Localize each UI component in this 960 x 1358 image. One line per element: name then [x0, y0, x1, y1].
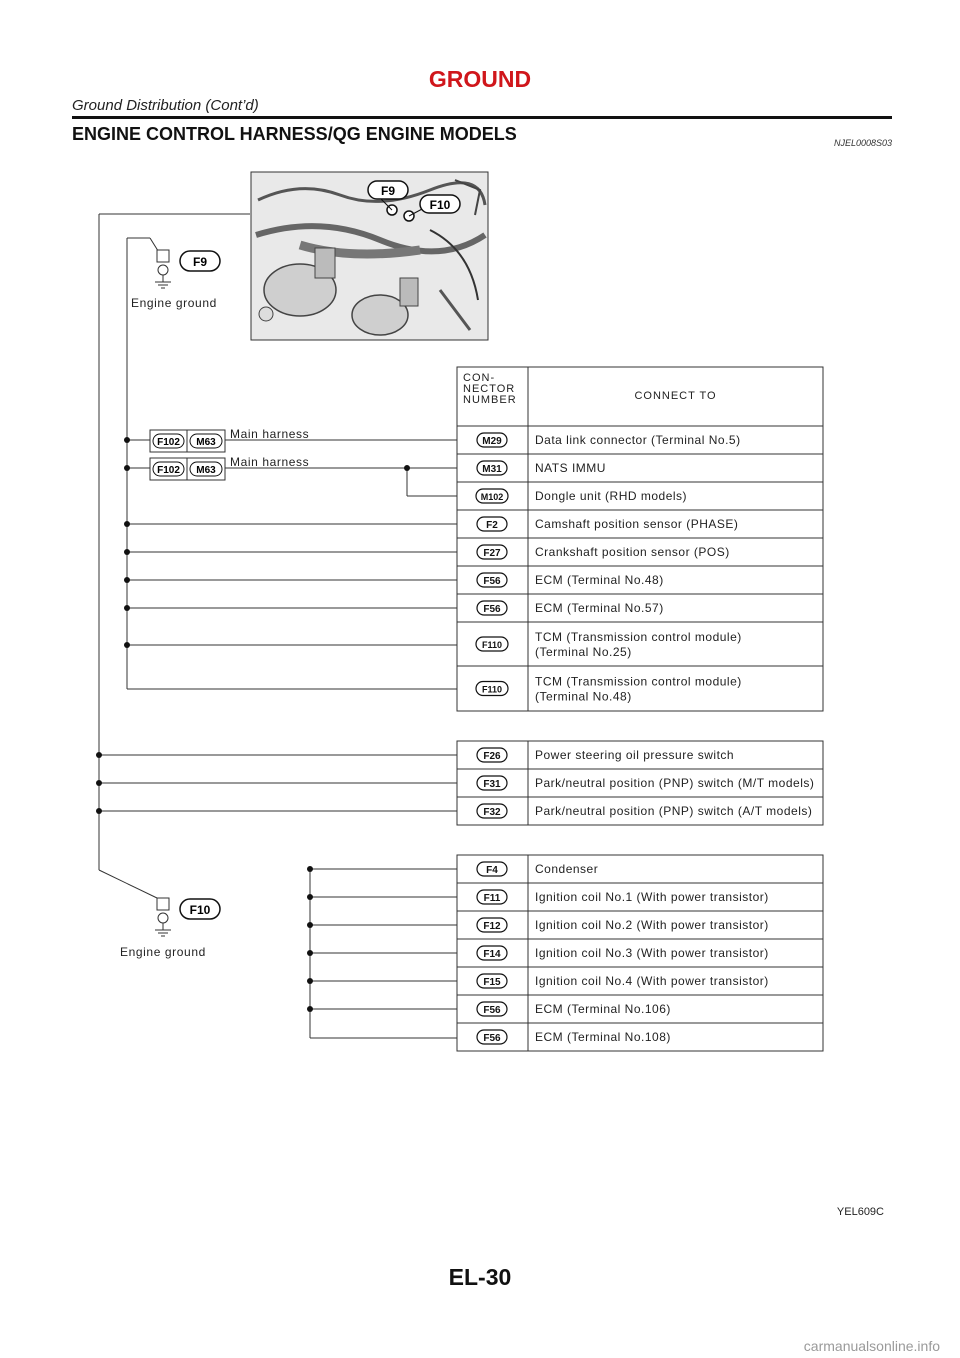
connect-to-text: ECM (Terminal No.108) [535, 1030, 671, 1044]
table-row [457, 797, 823, 825]
photo-callout-f9 [368, 181, 408, 199]
ground-badge-f9 [180, 251, 220, 271]
connector-id: F56 [483, 576, 501, 587]
table-row [457, 741, 823, 769]
ground-symbol-f9 [155, 250, 171, 288]
junction-dot [404, 465, 410, 471]
connect-to-text: ECM (Terminal No.106) [535, 1002, 671, 1016]
junction-dot [307, 950, 313, 956]
connector-id: F31 [483, 779, 501, 790]
harness-1-label: Main harness [230, 427, 310, 441]
junction-dot [307, 894, 313, 900]
table-row [457, 967, 823, 995]
connector-id: F27 [483, 548, 501, 559]
connector-id: F110 [481, 640, 503, 650]
connector-id: F2 [486, 520, 498, 531]
harness-connector-1 [150, 430, 225, 452]
section-title: ENGINE CONTROL HARNESS/QG ENGINE MODELS [72, 124, 517, 144]
harness-2-label: Main harness [230, 455, 310, 469]
table-row [457, 454, 823, 482]
connector-id: F12 [483, 921, 501, 932]
figure-id: YEL609C [836, 1206, 884, 1218]
junction-dot [307, 1006, 313, 1012]
table-row [457, 566, 823, 594]
harness-2-id-b: M63 [196, 465, 216, 476]
ground-f9-label: Engine ground [131, 296, 217, 310]
connector-id: F14 [483, 949, 501, 960]
connect-to-text: Park/neutral position (PNP) switch (M/T models) [535, 776, 815, 790]
table-header-connector: CON- NECTOR NUMBER [463, 372, 517, 406]
connect-to-text: Park/neutral position (PNP) switch (A/T models) [535, 804, 813, 818]
junction-dot [307, 866, 313, 872]
harness-1-id-b: M63 [196, 437, 216, 448]
footer-url[interactable]: carmanualsonline.info [803, 1338, 940, 1354]
connector-id: F56 [483, 1005, 501, 1016]
junction-dot [124, 605, 130, 611]
photo-callout-f10-label: F10 [429, 198, 451, 212]
connector-id: F15 [483, 977, 501, 988]
connector-id: F56 [483, 604, 501, 615]
junction-dot [124, 642, 130, 648]
connector-id: M29 [482, 436, 502, 447]
junction-dot [124, 549, 130, 555]
table-row [457, 939, 823, 967]
junction-dot [96, 780, 102, 786]
connect-to-text: Ignition coil No.1 (With power transistor) [535, 890, 769, 904]
junction-dot [124, 521, 130, 527]
connect-to-text: TCM (Transmission control module) [535, 630, 742, 644]
connect-to-text: Ignition coil No.2 (With power transistor) [535, 918, 769, 932]
connector-id: M31 [482, 464, 502, 475]
connector-tables [457, 426, 823, 1051]
table-row [457, 855, 823, 883]
connector-id: F4 [486, 865, 498, 876]
connect-to-text: Data link connector (Terminal No.5) [535, 433, 741, 447]
junction-dots [96, 437, 410, 1012]
connector-id: M102 [480, 492, 504, 502]
page-header-subtitle: Ground Distribution (Cont’d) [72, 97, 259, 114]
harness-2-id-a: F102 [157, 465, 180, 476]
table-row [457, 622, 823, 666]
table-row [457, 769, 823, 797]
photo-callout-f9-label: F9 [380, 184, 396, 198]
harness-1-id-a: F102 [157, 437, 180, 448]
connect-to-text: Condenser [535, 862, 599, 876]
connect-to-text: NATS IMMU [535, 461, 606, 475]
table-row [457, 911, 823, 939]
page-number: EL-30 [448, 1264, 512, 1290]
connector-id: F11 [483, 893, 501, 904]
table-row [457, 594, 823, 622]
table-row [457, 883, 823, 911]
junction-dot [124, 437, 130, 443]
table-row [457, 1023, 823, 1051]
table-row [457, 482, 823, 510]
ground-symbol-f10 [155, 898, 171, 936]
junction-dot [307, 922, 313, 928]
connector-id: F26 [483, 751, 501, 762]
ground-badge-f10 [180, 899, 220, 919]
connect-to-text: ECM (Terminal No.57) [535, 601, 664, 615]
junction-dot [124, 577, 130, 583]
connect-to-text: Dongle unit (RHD models) [535, 489, 688, 503]
connect-to-text: Ignition coil No.4 (With power transistor) [535, 974, 769, 988]
connector-id: F56 [483, 1033, 501, 1044]
connector-id: F32 [483, 807, 501, 818]
ground-f9-id: F9 [192, 255, 208, 269]
ground-f10-id: F10 [189, 903, 211, 917]
photo-callout-f10 [420, 195, 460, 213]
table-row [457, 538, 823, 566]
connect-to-text-line2: (Terminal No.25) [535, 645, 632, 659]
harness-connector-2 [150, 458, 225, 480]
connect-to-text: Power steering oil pressure switch [535, 748, 735, 762]
table-row [457, 426, 823, 454]
connector-id: F110 [481, 684, 503, 695]
connect-to-text: TCM (Transmission control module) [535, 674, 742, 689]
connect-to-text: Camshaft position sensor (PHASE) [535, 517, 739, 531]
junction-dot [124, 465, 130, 471]
table-row [457, 666, 823, 711]
junction-dot [96, 808, 102, 814]
section-code: NJEL0008S03 [833, 138, 892, 148]
table-row [457, 995, 823, 1023]
junction-dot [307, 978, 313, 984]
ground-f10-label: Engine ground [120, 945, 206, 959]
connect-to-text-line2: (Terminal No.48) [535, 689, 632, 704]
page-header-title: GROUND [428, 66, 532, 92]
table-row [457, 510, 823, 538]
table-header-connect-to: CONNECT TO [634, 390, 717, 402]
connect-to-text: ECM (Terminal No.48) [535, 573, 664, 587]
connect-to-text: Crankshaft position sensor (POS) [535, 545, 730, 559]
connect-to-text: Ignition coil No.3 (With power transistor) [535, 946, 769, 960]
junction-dot [96, 752, 102, 758]
